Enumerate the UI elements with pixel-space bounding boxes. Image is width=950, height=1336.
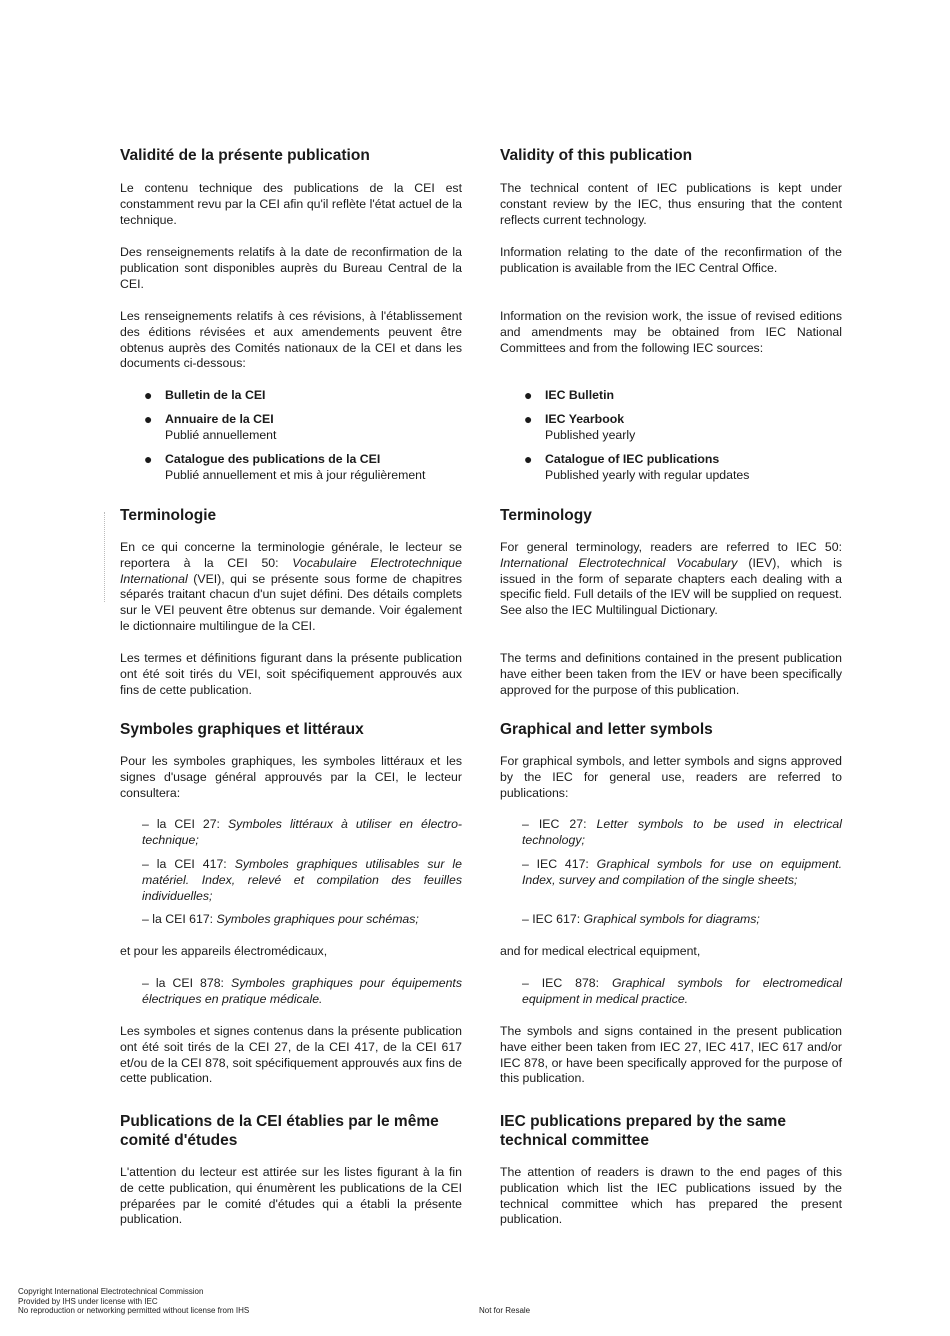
heading-terminology-fr: Terminologie — [120, 507, 217, 524]
heading-publications-en: IEC publications prepared by the same technical committee — [500, 1113, 786, 1149]
dash-item-iec617-en: – IEC 617: Graphical symbols for diagrams; — [522, 912, 760, 926]
bullet-title: Annuaire de la CEI — [165, 412, 274, 426]
paragraph-symbols-3-en: The symbols and signs contained in the present publication have either been taken from IEC 27, IEC 417, IEC 617 and/or IEC 878, or have been specifically approved for the purpose of this publication. — [500, 1024, 842, 1086]
heading-symbols-en: Graphical and letter symbols — [500, 721, 713, 738]
heading-validity-en: Validity of this publication — [500, 147, 693, 164]
bullet-title: IEC Bulletin — [545, 388, 615, 402]
heading-validity-fr: Validité de la présente publication — [120, 147, 370, 164]
bullet-title: Catalogue of IEC publications — [545, 452, 720, 466]
paragraph-validity-1-en: The technical content of IEC publications is kept under constant review by the IEC, thus ensuring that the content reflects current technology. — [500, 181, 842, 227]
paragraph-validity-2-fr: Des renseignements relatifs à la date de reconfirmation de la publication sont disponibles auprès du Bureau Central de la CEI. — [120, 245, 462, 291]
bullet-subtitle: Publié annuellement — [165, 427, 277, 442]
bullet-icon: ● — [144, 411, 153, 427]
paragraph-symbols-1-fr: Pour les symboles graphiques, les symboles littéraux et les signes d'usage général approuvés par la CEI, le lecteur consultera: — [120, 754, 462, 800]
dash-item-iec27-en: – IEC 27: Letter symbols to be used in electrical technology; — [522, 817, 842, 847]
paragraph-validity-3-en: Information on the revision work, the issue of revised editions and amendments may be obtained from IEC National Committees and from the following IEC sources: — [500, 309, 842, 355]
bullet-subtitle: Publié annuellement et mis à jour régulièrement — [165, 467, 426, 482]
paragraph-terminology-1-fr: En ce qui concerne la terminologie générale, le lecteur se reportera à la CEI 50: Vocabulaire Electrotechnique International (VEI), qui se présente sous forme de chapitres séparés traitant chacun d'un sujet défini. Des détails complets sur le VEI peuvent être obtenus sur demande. Voir également le dictionnaire multilingue de la CEI. — [120, 540, 462, 633]
bullet-icon: ● — [144, 387, 153, 403]
dash-item-cei878-fr: – la CEI 878: Symboles graphiques pour équipements électriques en pratique médicale. — [142, 976, 462, 1006]
dash-item-cei417-fr: – la CEI 417: Symboles graphiques utilisables sur le matériel. Index, relevé et compilation des feuilles individuelles; — [142, 857, 463, 903]
dash-item-cei617-fr: – la CEI 617: Symboles graphiques pour schémas; — [142, 912, 419, 926]
bullet-subtitle: Published yearly with regular updates — [545, 467, 750, 482]
copyright-footer — [18, 1287, 249, 1316]
dash-item-iec417-en: – IEC 417: Graphical symbols for use on equipment. Index, survey and compilation of the single sheets; — [522, 857, 842, 887]
bullet-item-fr — [144, 452, 464, 484]
paragraph-validity-2-en: Information relating to the date of the reconfirmation of the publication is available from the IEC Central Office. — [500, 245, 842, 275]
heading-symbols-fr: Symboles graphiques et littéraux — [120, 721, 364, 738]
bullet-item-en — [524, 452, 844, 484]
bullet-title: Bulletin de la CEI — [165, 388, 266, 402]
bullet-icon: ● — [524, 387, 533, 403]
not-for-resale: Not for Resale — [479, 1306, 531, 1315]
bullet-item-en — [524, 412, 844, 444]
bullet-title: IEC Yearbook — [545, 412, 625, 426]
paragraph-validity-3-fr: Les renseignements relatifs à ces révisions, à l'établissement des éditions révisées et aux amendements peuvent être obtenus auprès des Comités nationaux de la CEI et dans les documents ci-dessous: — [120, 309, 462, 371]
bullet-item-fr — [144, 412, 464, 444]
paragraph-publications-en: The attention of readers is drawn to the end pages of this publication which list the IEC publications issued by the technical committee which has prepared the present publication. — [500, 1165, 842, 1227]
footer-line-reproduction: No reproduction or networking permitted without license from IHS — [18, 1306, 250, 1315]
paragraph-terminology-2-en: The terms and definitions contained in the present publication have either been taken from the IEV or have been specifically approved for the purpose of this publication. — [500, 651, 842, 697]
paragraph-publications-fr: L'attention du lecteur est attirée sur les listes figurant à la fin de cette publication, qui énumèrent les publications de la CEI préparées par le comité d'études qui a établi la présente publication. — [120, 1165, 462, 1227]
bullet-item-en — [524, 388, 844, 404]
dash-item-iec878-en: – IEC 878: Graphical symbols for electromedical equipment in medical practice. — [522, 976, 842, 1006]
paragraph-validity-1-fr: Le contenu technique des publications de la CEI est constamment revu par la CEI afin qu'il reflète l'état actuel de la technique. — [120, 181, 462, 227]
paragraph-symbols-2-fr: et pour les appareils électromédicaux, — [120, 944, 328, 958]
paragraph-symbols-3-fr: Les symboles et signes contenus dans la présente publication ont été soit tirés de la CEI 27, de la CEI 417, de la CEI 617 et/ou de la CEI 878, soit spécifiquement approuvés aux fins de cette publication. — [120, 1024, 462, 1086]
paragraph-symbols-1-en: For graphical symbols, and letter symbols and signs approved by the IEC for general use, readers are referred to publications: — [500, 754, 842, 800]
paragraph-symbols-2-en: and for medical electrical equipment, — [500, 944, 701, 958]
bullet-icon: ● — [524, 411, 533, 427]
bullet-item-fr — [144, 388, 464, 404]
heading-terminology-en: Terminology — [500, 507, 592, 524]
bullet-subtitle: Published yearly — [545, 427, 636, 442]
paragraph-terminology-1-en: For general terminology, readers are referred to IEC 50: International Electrotechnical Vocabulary (IEV), which is issued in the form of separate chapters each dealing with a specific field. Full details of the IEV will be supplied on request. See also the IEC Multilingual Dictionary. — [500, 540, 842, 618]
paragraph-terminology-2-fr: Les termes et définitions figurant dans la présente publication ont été soit tirés du VEI, soit spécifiquement approuvés aux fins de cette publication. — [120, 651, 462, 697]
footer-line-copyright: Copyright International Electrotechnical Commission — [18, 1287, 204, 1296]
bullet-icon: ● — [144, 451, 153, 467]
bullet-icon: ● — [524, 451, 533, 467]
heading-publications-fr: Publications de la CEI établies par le même comité d'études — [120, 1113, 439, 1149]
footer-line-provided: Provided by IHS under license with IEC — [18, 1296, 158, 1306]
bullet-title: Catalogue des publications de la CEI — [165, 452, 381, 466]
margin-mark — [104, 512, 106, 602]
dash-item-cei27-fr: – la CEI 27: Symboles littéraux à utiliser en électro-technique; — [142, 817, 463, 847]
